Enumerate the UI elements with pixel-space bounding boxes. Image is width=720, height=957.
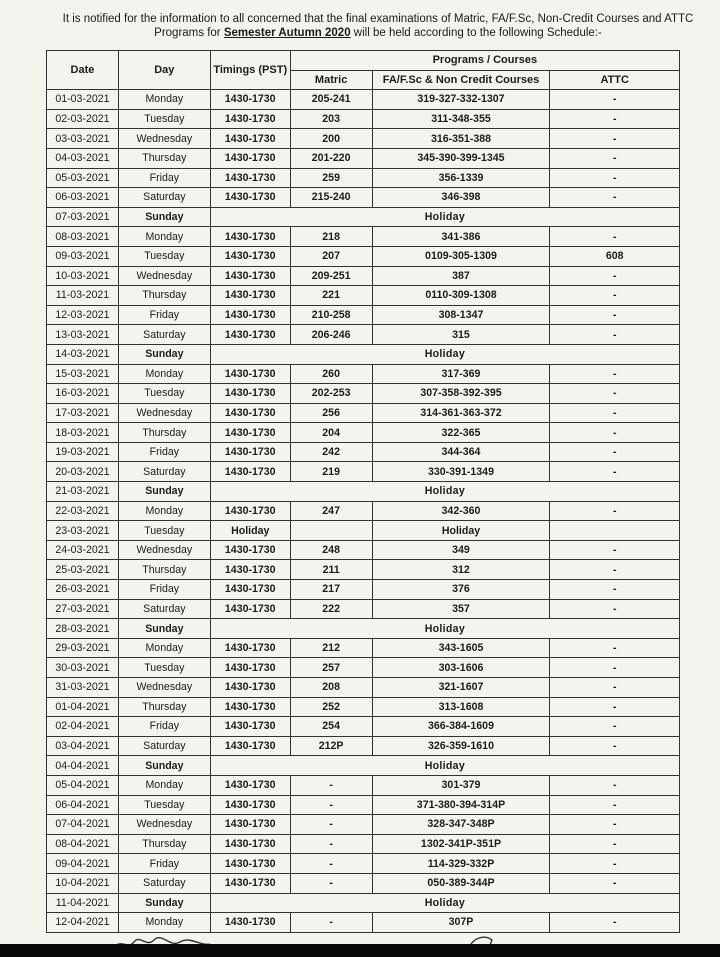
cell-attc: - [550, 560, 680, 580]
table-row [47, 717, 680, 737]
table-row [47, 697, 680, 717]
cell-fa-courses: 342-360 [372, 501, 550, 521]
cell-timings: 1430-1730 [210, 462, 290, 482]
cell-date: 09-04-2021 [47, 854, 119, 874]
cell-holiday: Holiday [210, 482, 679, 502]
cell-day: Thursday [118, 834, 210, 854]
cell-date: 10-03-2021 [47, 266, 119, 286]
cell-fa-courses: 366-384-1609 [372, 717, 550, 737]
header-programs: Programs / Courses [290, 51, 679, 71]
cell-attc: - [550, 442, 680, 462]
cell-attc: - [550, 795, 680, 815]
cell-date: 17-03-2021 [47, 403, 119, 423]
cell-timings: 1430-1730 [210, 697, 290, 717]
cell-date: 09-03-2021 [47, 246, 119, 266]
cell-day: Thursday [118, 423, 210, 443]
cell-matric: 202-253 [290, 384, 372, 404]
cell-day: Tuesday [118, 246, 210, 266]
cell-matric: 204 [290, 423, 372, 443]
cell-matric: 203 [290, 109, 372, 129]
cell-fa-courses: 317-369 [372, 364, 550, 384]
table-row [47, 246, 680, 266]
cell-day: Thursday [118, 286, 210, 306]
cell-day: Friday [118, 442, 210, 462]
cell-fa-courses: 341-386 [372, 227, 550, 247]
table-row [47, 795, 680, 815]
cell-timings: 1430-1730 [210, 90, 290, 110]
cell-day: Saturday [118, 325, 210, 345]
table-row [47, 462, 680, 482]
cell-day: Sunday [118, 893, 210, 913]
table-row [47, 305, 680, 325]
table-row [47, 168, 680, 188]
schedule-body [47, 90, 680, 933]
cell-date: 11-03-2021 [47, 286, 119, 306]
cell-date: 11-04-2021 [47, 893, 119, 913]
cell-timings: 1430-1730 [210, 403, 290, 423]
cell-timings: 1430-1730 [210, 129, 290, 149]
cell-fa-courses: 322-365 [372, 423, 550, 443]
table-row [47, 266, 680, 286]
cell-date: 14-03-2021 [47, 344, 119, 364]
cell-day: Tuesday [118, 109, 210, 129]
cell-attc: - [550, 109, 680, 129]
cell-date: 01-04-2021 [47, 697, 119, 717]
cell-matric: 248 [290, 540, 372, 560]
cell-date: 18-03-2021 [47, 423, 119, 443]
cell-date: 27-03-2021 [47, 599, 119, 619]
cell-fa-courses: 303-1606 [372, 658, 550, 678]
cell-date: 03-03-2021 [47, 129, 119, 149]
cell-matric: 200 [290, 129, 372, 149]
cell-matric: 247 [290, 501, 372, 521]
cell-day: Wednesday [118, 540, 210, 560]
cell-attc: - [550, 148, 680, 168]
cell-day: Sunday [118, 619, 210, 639]
cell-matric: - [290, 815, 372, 835]
cell-day: Monday [118, 501, 210, 521]
cell-date: 28-03-2021 [47, 619, 119, 639]
cell-timings: 1430-1730 [210, 501, 290, 521]
cell-attc: - [550, 638, 680, 658]
cell-date: 22-03-2021 [47, 501, 119, 521]
cell-attc: - [550, 462, 680, 482]
cell-fa-courses: 1302-341P-351P [372, 834, 550, 854]
cell-day: Wednesday [118, 815, 210, 835]
cell-fa-courses: 0109-305-1309 [372, 246, 550, 266]
cell-day: Tuesday [118, 658, 210, 678]
cell-attc: - [550, 873, 680, 893]
cell-matric: 222 [290, 599, 372, 619]
cell-timings: 1430-1730 [210, 873, 290, 893]
header-day: Day [118, 51, 210, 90]
cell-day: Saturday [118, 188, 210, 208]
cell-timings: 1430-1730 [210, 384, 290, 404]
cell-attc: - [550, 678, 680, 698]
cell-date: 13-03-2021 [47, 325, 119, 345]
cell-day: Saturday [118, 873, 210, 893]
cell-date: 23-03-2021 [47, 521, 119, 541]
cell-timings: 1430-1730 [210, 580, 290, 600]
table-row [47, 540, 680, 560]
cell-day: Wednesday [118, 678, 210, 698]
cell-date: 10-04-2021 [47, 873, 119, 893]
cell-holiday: Holiday [210, 344, 679, 364]
cell-matric: 256 [290, 403, 372, 423]
cell-timings: 1430-1730 [210, 658, 290, 678]
cell-timings: 1430-1730 [210, 775, 290, 795]
cell-fa-courses: 311-348-355 [372, 109, 550, 129]
table-row [47, 834, 680, 854]
cell-fa-courses: 050-389-344P [372, 873, 550, 893]
table-row [47, 286, 680, 306]
cell-matric: 206-246 [290, 325, 372, 345]
cell-date: 07-03-2021 [47, 207, 119, 227]
header-fa: FA/F.Sc & Non Credit Courses [372, 70, 550, 90]
cell-day: Saturday [118, 462, 210, 482]
table-row [47, 148, 680, 168]
notice-text [48, 12, 708, 40]
cell-day: Monday [118, 90, 210, 110]
cell-fa-courses: 376 [372, 580, 550, 600]
table-row [47, 775, 680, 795]
cell-date: 29-03-2021 [47, 638, 119, 658]
cell-day: Monday [118, 913, 210, 933]
cell-timings: 1430-1730 [210, 717, 290, 737]
cell-date: 21-03-2021 [47, 482, 119, 502]
cell-timings: 1430-1730 [210, 364, 290, 384]
cell-timings: 1430-1730 [210, 188, 290, 208]
cell-attc: - [550, 305, 680, 325]
cell-timings: 1430-1730 [210, 638, 290, 658]
cell-fa-courses: 316-351-388 [372, 129, 550, 149]
cell-attc: - [550, 168, 680, 188]
cell-fa-courses: 315 [372, 325, 550, 345]
cell-date: 01-03-2021 [47, 90, 119, 110]
table-row [47, 678, 680, 698]
cell-attc: - [550, 599, 680, 619]
cell-attc: - [550, 286, 680, 306]
cell-fa-courses: 307-358-392-395 [372, 384, 550, 404]
cell-matric: 259 [290, 168, 372, 188]
table-row [47, 364, 680, 384]
cell-day: Wednesday [118, 403, 210, 423]
table-row [47, 580, 680, 600]
cell-day: Sunday [118, 207, 210, 227]
cell-attc: - [550, 266, 680, 286]
cell-attc: - [550, 227, 680, 247]
cell-day: Saturday [118, 599, 210, 619]
cell-timings: 1430-1730 [210, 109, 290, 129]
cell-matric: 252 [290, 697, 372, 717]
cell-day: Friday [118, 854, 210, 874]
cell-fa-courses: 312 [372, 560, 550, 580]
cell-attc: 608 [550, 246, 680, 266]
cell-day: Sunday [118, 344, 210, 364]
cell-attc: - [550, 188, 680, 208]
cell-date: 08-04-2021 [47, 834, 119, 854]
cell-date: 30-03-2021 [47, 658, 119, 678]
cell-timings: 1430-1730 [210, 246, 290, 266]
cell-fa-courses: 330-391-1349 [372, 462, 550, 482]
table-row [47, 207, 680, 227]
notice-semester: Semester Autumn 2020 [223, 27, 351, 39]
cell-attc: - [550, 325, 680, 345]
table-row [47, 560, 680, 580]
cell-timings: 1430-1730 [210, 795, 290, 815]
cell-date: 12-03-2021 [47, 305, 119, 325]
cell-date: 04-03-2021 [47, 148, 119, 168]
cell-fa-courses: 314-361-363-372 [372, 403, 550, 423]
table-row [47, 482, 680, 502]
cell-attc: - [550, 775, 680, 795]
cell-attc: - [550, 423, 680, 443]
cell-attc: - [550, 854, 680, 874]
cell-day: Saturday [118, 736, 210, 756]
cell-matric: - [290, 873, 372, 893]
cell-timings: 1430-1730 [210, 599, 290, 619]
table-row [47, 227, 680, 247]
cell-attc: - [550, 540, 680, 560]
cell-holiday: Holiday [210, 207, 679, 227]
cell-fa-courses: 114-329-332P [372, 854, 550, 874]
table-row [47, 521, 680, 541]
cell-timings: 1430-1730 [210, 736, 290, 756]
cell-date: 16-03-2021 [47, 384, 119, 404]
cell-matric: - [290, 795, 372, 815]
cell-matric: - [290, 775, 372, 795]
cell-day: Thursday [118, 148, 210, 168]
cell-matric: 254 [290, 717, 372, 737]
table-row [47, 658, 680, 678]
cell-fa-courses: 357 [372, 599, 550, 619]
cell-date: 31-03-2021 [47, 678, 119, 698]
cell-fa-courses: 346-398 [372, 188, 550, 208]
cell-fa-courses: 326-359-1610 [372, 736, 550, 756]
cell-fa-courses: 328-347-348P [372, 815, 550, 835]
cell-date: 25-03-2021 [47, 560, 119, 580]
cell-matric: 242 [290, 442, 372, 462]
header-matric: Matric [290, 70, 372, 90]
cell-day: Tuesday [118, 384, 210, 404]
table-row [47, 325, 680, 345]
table-row [47, 109, 680, 129]
cell-fa-courses: 308-1347 [372, 305, 550, 325]
cell-date: 20-03-2021 [47, 462, 119, 482]
cell-fa-courses: 387 [372, 266, 550, 286]
cell-day: Tuesday [118, 795, 210, 815]
cell-fa-courses: 344-364 [372, 442, 550, 462]
cell-attc [550, 521, 680, 541]
cell-date: 26-03-2021 [47, 580, 119, 600]
cell-fa-courses: 313-1608 [372, 697, 550, 717]
cell-matric: 207 [290, 246, 372, 266]
table-row [47, 344, 680, 364]
table-row [47, 815, 680, 835]
cell-fa-courses: 321-1607 [372, 678, 550, 698]
cell-timings: 1430-1730 [210, 286, 290, 306]
cell-matric: 212 [290, 638, 372, 658]
cell-attc: - [550, 717, 680, 737]
cell-date: 15-03-2021 [47, 364, 119, 384]
table-row [47, 501, 680, 521]
cell-fa-courses: Holiday [372, 521, 550, 541]
cell-matric: 215-240 [290, 188, 372, 208]
cell-matric: 221 [290, 286, 372, 306]
cell-date: 05-04-2021 [47, 775, 119, 795]
cell-date: 03-04-2021 [47, 736, 119, 756]
cell-attc: - [550, 580, 680, 600]
cell-matric: 211 [290, 560, 372, 580]
cell-timings: 1430-1730 [210, 266, 290, 286]
cell-matric: 201-220 [290, 148, 372, 168]
table-row [47, 854, 680, 874]
cell-day: Sunday [118, 482, 210, 502]
cell-attc: - [550, 736, 680, 756]
cell-matric: 260 [290, 364, 372, 384]
cell-fa-courses: 371-380-394-314P [372, 795, 550, 815]
cell-day: Friday [118, 717, 210, 737]
cell-timings: 1430-1730 [210, 148, 290, 168]
cell-timings: 1430-1730 [210, 305, 290, 325]
cell-timings: Holiday [210, 521, 290, 541]
cell-day: Tuesday [118, 521, 210, 541]
cell-day: Friday [118, 168, 210, 188]
cell-attc: - [550, 403, 680, 423]
cell-date: 08-03-2021 [47, 227, 119, 247]
table-row [47, 756, 680, 776]
cell-matric: 219 [290, 462, 372, 482]
table-row [47, 188, 680, 208]
cell-date: 06-03-2021 [47, 188, 119, 208]
cell-attc: - [550, 834, 680, 854]
cell-fa-courses: 301-379 [372, 775, 550, 795]
cell-day: Wednesday [118, 266, 210, 286]
cell-attc: - [550, 364, 680, 384]
cell-timings: 1430-1730 [210, 325, 290, 345]
cell-matric: - [290, 913, 372, 933]
header-attc: ATTC [550, 70, 680, 90]
table-row [47, 736, 680, 756]
cell-day: Friday [118, 580, 210, 600]
cell-matric: - [290, 854, 372, 874]
table-row [47, 638, 680, 658]
cell-matric: 210-258 [290, 305, 372, 325]
cell-date: 05-03-2021 [47, 168, 119, 188]
cell-timings: 1430-1730 [210, 913, 290, 933]
table-row [47, 619, 680, 639]
cell-holiday: Holiday [210, 619, 679, 639]
cell-timings: 1430-1730 [210, 560, 290, 580]
cell-attc: - [550, 501, 680, 521]
cell-day: Monday [118, 364, 210, 384]
notice-part2: will be held according to the following Schedule:- [350, 27, 602, 39]
cell-timings: 1430-1730 [210, 854, 290, 874]
cell-attc: - [550, 913, 680, 933]
cell-timings: 1430-1730 [210, 540, 290, 560]
table-row [47, 873, 680, 893]
cell-attc: - [550, 697, 680, 717]
cell-fa-courses: 349 [372, 540, 550, 560]
table-row [47, 913, 680, 933]
cell-fa-courses: 307P [372, 913, 550, 933]
cell-timings: 1430-1730 [210, 227, 290, 247]
cell-holiday: Holiday [210, 893, 679, 913]
table-row [47, 442, 680, 462]
cell-matric: 217 [290, 580, 372, 600]
cell-matric [290, 521, 372, 541]
cell-attc: - [550, 384, 680, 404]
table-row [47, 599, 680, 619]
cell-matric: 205-241 [290, 90, 372, 110]
cell-date: 24-03-2021 [47, 540, 119, 560]
cell-fa-courses: 345-390-399-1345 [372, 148, 550, 168]
cell-day: Monday [118, 638, 210, 658]
table-row [47, 129, 680, 149]
cell-matric: 218 [290, 227, 372, 247]
cell-date: 07-04-2021 [47, 815, 119, 835]
table-row [47, 90, 680, 110]
table-row [47, 384, 680, 404]
cell-fa-courses: 0110-309-1308 [372, 286, 550, 306]
cell-timings: 1430-1730 [210, 168, 290, 188]
notice-part1: It is notified for the information to all concerned that the final examinations of Matric, FA/F.Sc, Non-Credit Courses and ATTC Programs for [62, 13, 694, 39]
table-row [47, 893, 680, 913]
cell-attc: - [550, 129, 680, 149]
cell-date: 06-04-2021 [47, 795, 119, 815]
cell-day: Monday [118, 227, 210, 247]
cell-attc: - [550, 90, 680, 110]
cell-holiday: Holiday [210, 756, 679, 776]
exam-schedule-table [46, 50, 680, 933]
cell-matric: 212P [290, 736, 372, 756]
header-date: Date [47, 51, 119, 90]
cell-matric: 209-251 [290, 266, 372, 286]
cell-date: 19-03-2021 [47, 442, 119, 462]
table-row [47, 403, 680, 423]
cell-matric: 257 [290, 658, 372, 678]
cell-date: 02-03-2021 [47, 109, 119, 129]
cell-timings: 1430-1730 [210, 834, 290, 854]
cell-attc: - [550, 658, 680, 678]
header-timings: Timings (PST) [210, 51, 290, 90]
cell-date: 12-04-2021 [47, 913, 119, 933]
cell-fa-courses: 343-1605 [372, 638, 550, 658]
bottom-edge [0, 944, 720, 957]
table-row [47, 423, 680, 443]
cell-day: Thursday [118, 560, 210, 580]
cell-day: Thursday [118, 697, 210, 717]
cell-timings: 1430-1730 [210, 423, 290, 443]
cell-timings: 1430-1730 [210, 678, 290, 698]
cell-matric: 208 [290, 678, 372, 698]
cell-attc: - [550, 815, 680, 835]
cell-timings: 1430-1730 [210, 442, 290, 462]
cell-timings: 1430-1730 [210, 815, 290, 835]
cell-day: Wednesday [118, 129, 210, 149]
cell-fa-courses: 319-327-332-1307 [372, 90, 550, 110]
cell-date: 04-04-2021 [47, 756, 119, 776]
cell-day: Friday [118, 305, 210, 325]
cell-matric: - [290, 834, 372, 854]
cell-day: Sunday [118, 756, 210, 776]
cell-fa-courses: 356-1339 [372, 168, 550, 188]
cell-date: 02-04-2021 [47, 717, 119, 737]
cell-day: Monday [118, 775, 210, 795]
